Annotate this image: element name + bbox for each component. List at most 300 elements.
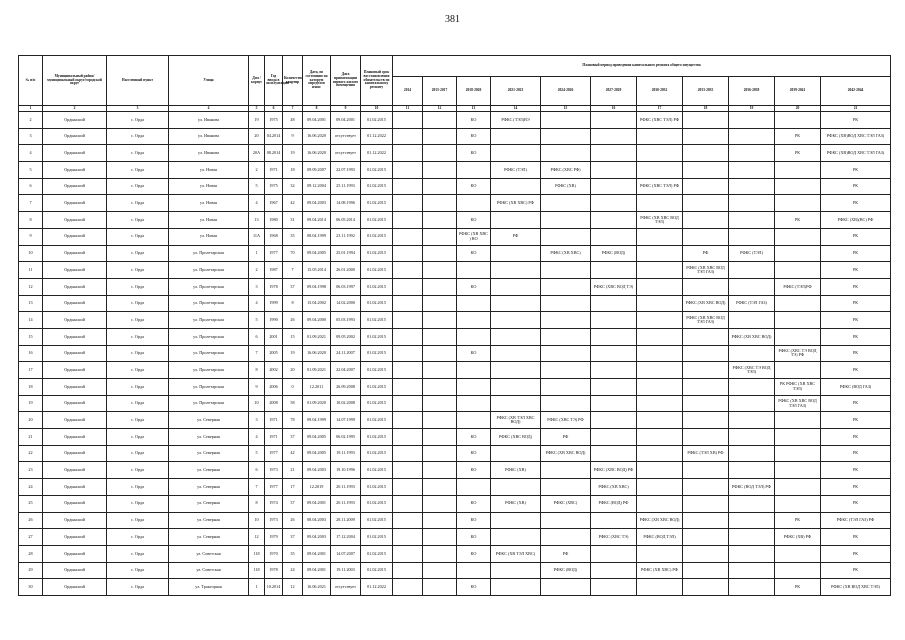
table-cell [491, 362, 541, 379]
table-cell [423, 228, 457, 245]
header-district: Муниципальный район/ муниципальный округ/городской округ [43, 56, 107, 106]
table-cell [775, 228, 821, 245]
table-cell: 01.02.2015 [361, 562, 393, 579]
table-cell: РК [775, 212, 821, 229]
table-cell: 01.02.2015 [361, 362, 393, 379]
table-cell [457, 312, 491, 329]
table-cell: РФКС (ХВС ТЭ) [591, 529, 637, 546]
table-cell: с. Орда [107, 362, 169, 379]
table-cell: ул. Тракторная [169, 579, 249, 596]
table-cell [775, 562, 821, 579]
table-cell: 1977 [265, 245, 283, 262]
table-cell [729, 445, 775, 462]
table-cell [491, 328, 541, 345]
table-cell: с. Орда [107, 529, 169, 546]
table-cell: ул. Иванова [169, 112, 249, 129]
table-cell: 118 [249, 562, 265, 579]
table-cell [393, 162, 423, 179]
table-cell [591, 312, 637, 329]
table-cell: 30 [19, 579, 43, 596]
table-cell [591, 362, 637, 379]
header-period: 2015-2017 [423, 77, 457, 106]
table-cell: 01.02.2015 [361, 195, 393, 212]
table-cell: РФКС (ХВС ВОД) [491, 429, 541, 446]
table-cell: 16.06.2020 [303, 128, 331, 145]
table-cell: РФКС (ВОД) РФ [591, 495, 637, 512]
table-cell: 19 [283, 345, 303, 362]
table-cell: 09.04.2001 [303, 112, 331, 129]
table-cell: 25.01.1994 [331, 245, 361, 262]
table-cell: 24 [283, 562, 303, 579]
table-cell: с. Орда [107, 195, 169, 212]
table-cell: РК [821, 479, 891, 496]
table-cell [393, 545, 423, 562]
table-cell: 09.04.2001 [331, 112, 361, 129]
table-cell: 01.02.2015 [361, 479, 393, 496]
table-cell: РК [821, 112, 891, 129]
table-cell [683, 412, 729, 429]
table-row [19, 278, 891, 295]
table-cell: 37 [283, 529, 303, 546]
table-cell: 26.01.2000 [331, 262, 361, 279]
table-cell: 2008 [265, 395, 283, 412]
table-cell: 01.02.2015 [361, 395, 393, 412]
table-cell: 26 [283, 312, 303, 329]
table-cell [541, 579, 591, 596]
table-cell: РК [821, 195, 891, 212]
table-cell [775, 162, 821, 179]
table-cell [541, 512, 591, 529]
table-cell [729, 529, 775, 546]
table-cell [591, 545, 637, 562]
table-cell: КО [457, 445, 491, 462]
table-cell [423, 195, 457, 212]
table-cell [393, 178, 423, 195]
table-cell: РФКС (ХВ ХВС ВОД) [683, 295, 729, 312]
table-cell: 29 [19, 562, 43, 579]
table-cell: с. Орда [107, 295, 169, 312]
table-cell: 12.2019 [303, 479, 331, 496]
table-cell: 09.04.2001 [303, 562, 331, 579]
table-cell [591, 512, 637, 529]
table-row [19, 412, 891, 429]
table-cell: 12 [19, 278, 43, 295]
table-cell: 21 [283, 462, 303, 479]
table-cell [591, 412, 637, 429]
table-cell: КО [457, 128, 491, 145]
table-cell [393, 512, 423, 529]
table-cell [591, 562, 637, 579]
table-cell [423, 395, 457, 412]
table-cell: КО [457, 212, 491, 229]
table-cell: 13 [249, 212, 265, 229]
table-cell: РФКС (ХВС РФ) [541, 162, 591, 179]
table-cell: 21 [19, 429, 43, 446]
table-cell: 09.05.2002 [331, 328, 361, 345]
table-cell: 3 [249, 412, 265, 429]
table-cell [591, 445, 637, 462]
table-cell: 01.02.2015 [361, 112, 393, 129]
table-cell [541, 362, 591, 379]
table-cell: 01.09.2021 [303, 362, 331, 379]
table-cell [491, 579, 541, 596]
table-cell: 09.09.2007 [303, 162, 331, 179]
table-row [19, 328, 891, 345]
table-cell: РФКС (ХВ)ВОД ХВС ТЭЛ ГАЗ) [821, 145, 891, 162]
table-cell: 1975 [265, 178, 283, 195]
table-cell: 7 [249, 345, 265, 362]
table-cell: 01.12.2022 [361, 145, 393, 162]
table-cell: РК [821, 562, 891, 579]
table-cell [423, 295, 457, 312]
table-cell [637, 362, 683, 379]
table-cell [775, 412, 821, 429]
table-cell: отсутствует [331, 145, 361, 162]
table-cell: 1990 [265, 312, 283, 329]
table-cell: ул. Новая [169, 178, 249, 195]
table-cell: 11 [19, 262, 43, 279]
table-cell [423, 162, 457, 179]
table-cell: РК [775, 128, 821, 145]
table-cell [637, 462, 683, 479]
table-cell: с. Орда [107, 228, 169, 245]
table-cell [541, 479, 591, 496]
header-period: 2036-2038 [729, 77, 775, 106]
table-cell: 1 [249, 579, 265, 596]
table-cell [775, 295, 821, 312]
table-cell [491, 245, 541, 262]
table-cell: 01.02.2015 [361, 545, 393, 562]
table-cell: ул. Пролетарская [169, 362, 249, 379]
table-cell: с. Орда [107, 479, 169, 496]
table-cell [457, 295, 491, 312]
column-number: 15 [541, 106, 591, 112]
table-cell: 3 [19, 128, 43, 145]
table-cell [591, 345, 637, 362]
table-cell: 8 [19, 212, 43, 229]
table-cell: 28 [19, 545, 43, 562]
table-row [19, 362, 891, 379]
table-cell [775, 462, 821, 479]
table-cell: РК РФКС (ХВ ХВС ТЭЛ) [775, 379, 821, 396]
table-row [19, 562, 891, 579]
table-cell: Ордынский [43, 145, 107, 162]
table-cell [729, 278, 775, 295]
table-cell [637, 295, 683, 312]
table-cell: РФКС (ВОД ТЭЛ) РФ [729, 479, 775, 496]
header-period: 2024-2026 [541, 77, 591, 106]
table-cell: КО [457, 145, 491, 162]
table-cell [541, 529, 591, 546]
column-number: 2 [43, 106, 107, 112]
table-cell [423, 529, 457, 546]
header-period: 2030-2032 [637, 77, 683, 106]
table-cell: с. Орда [107, 562, 169, 579]
table-cell: 9 [249, 379, 265, 396]
table-cell: РФКС (ХВ) [491, 462, 541, 479]
table-cell [637, 245, 683, 262]
table-row [19, 462, 891, 479]
table-cell: КО [457, 178, 491, 195]
table-cell: 15 [283, 328, 303, 345]
table-cell [683, 228, 729, 245]
table-cell [775, 362, 821, 379]
table-cell: 09.04.1999 [303, 412, 331, 429]
table-cell: с. Орда [107, 395, 169, 412]
table-cell [637, 429, 683, 446]
table-cell: РФКС (ХВ ХВС ВОД) [729, 328, 775, 345]
table-cell [393, 379, 423, 396]
table-cell: 25 [19, 495, 43, 512]
table-cell: РФКС (ТЭЛ ХВ) РФ [683, 445, 729, 462]
table-cell: 10.02.2008 [331, 395, 361, 412]
table-cell: 09.12.2004 [303, 178, 331, 195]
table-cell [591, 162, 637, 179]
table-cell: 20.11.1993 [331, 479, 361, 496]
table-cell: 7 [19, 195, 43, 212]
table-cell: 1978 [265, 562, 283, 579]
table-cell [591, 112, 637, 129]
table-cell [591, 262, 637, 279]
table-cell: 01.02.2015 [361, 162, 393, 179]
table-cell: 24 [19, 479, 43, 496]
header-period: 2033-2035 [683, 77, 729, 106]
table-cell: 14.02.2000 [331, 295, 361, 312]
table-cell [637, 395, 683, 412]
table-cell: 15 [19, 328, 43, 345]
table-cell: 4 [19, 145, 43, 162]
table-cell: 7 [283, 262, 303, 279]
table-cell: 26.09.2008 [331, 379, 361, 396]
table-row [19, 195, 891, 212]
table-cell: РК [821, 345, 891, 362]
header-settlement: Населенный пункт [107, 56, 169, 106]
table-cell [457, 262, 491, 279]
table-cell: КО [457, 512, 491, 529]
table-cell: РФКС (ХВС ТЭЛ) РФ [637, 178, 683, 195]
table-cell: РФКС (ХВ ХВС) РФ [491, 195, 541, 212]
table-cell [393, 145, 423, 162]
table-cell: с. Орда [107, 579, 169, 596]
table-cell [541, 278, 591, 295]
table-cell [591, 128, 637, 145]
table-cell [683, 178, 729, 195]
table-cell [591, 328, 637, 345]
table-cell: РК [821, 328, 891, 345]
table-cell: 09.04.2000 [303, 312, 331, 329]
table-cell: 22.04.2007 [331, 362, 361, 379]
table-cell: РК [821, 295, 891, 312]
table-cell: 16 [19, 345, 43, 362]
table-cell [591, 579, 637, 596]
table-cell: ул. Пролетарская [169, 395, 249, 412]
table-cell: Ордынский [43, 345, 107, 362]
table-cell: РФКС (ХВС ВОД) РФ [591, 462, 637, 479]
table-cell: 1999 [265, 295, 283, 312]
table-cell [729, 228, 775, 245]
table-cell: Ордынский [43, 295, 107, 312]
table-cell: Ордынский [43, 362, 107, 379]
table-row [19, 212, 891, 229]
table-cell: 14.08.1996 [331, 195, 361, 212]
table-cell [591, 395, 637, 412]
table-cell [457, 195, 491, 212]
table-cell: РК [821, 262, 891, 279]
table-cell: Ордынский [43, 328, 107, 345]
table-cell: с. Орда [107, 145, 169, 162]
table-cell [393, 262, 423, 279]
table-cell [491, 479, 541, 496]
table-cell: РК [821, 245, 891, 262]
table-cell: 2001 [265, 328, 283, 345]
table-cell: 42 [283, 195, 303, 212]
table-cell: РК [775, 579, 821, 596]
table-cell: РФКС (ВОД ГАЗ) [821, 379, 891, 396]
table-cell: 01.02.2015 [361, 178, 393, 195]
table-cell [423, 562, 457, 579]
table-cell: КО [457, 112, 491, 129]
table-cell [541, 328, 591, 345]
table-cell: Ордынский [43, 278, 107, 295]
table-cell: РФКС (ХВ ВОД ХВС ТЭЛ) [821, 579, 891, 596]
table-cell [683, 345, 729, 362]
table-cell [393, 495, 423, 512]
table-cell: 1987 [265, 262, 283, 279]
table-cell [775, 312, 821, 329]
table-cell [423, 328, 457, 345]
table-cell [541, 312, 591, 329]
table-cell [591, 295, 637, 312]
table-cell [591, 195, 637, 212]
table-cell: 22 [19, 445, 43, 462]
table-cell: 9 [19, 228, 43, 245]
table-cell: 14.07.1999 [331, 412, 361, 429]
table-cell [423, 579, 457, 596]
table-row [19, 262, 891, 279]
table-cell [591, 228, 637, 245]
table-cell: ул. Северная [169, 429, 249, 446]
table-cell: 01.02.2015 [361, 345, 393, 362]
table-cell [423, 262, 457, 279]
table-cell: 1977 [265, 479, 283, 496]
table-cell [775, 479, 821, 496]
table-cell: РФКС (ХВС ТЭ ВОД ТЭ) РФ [775, 345, 821, 362]
table-cell: 2 [19, 112, 43, 129]
table-cell: 1971 [265, 162, 283, 179]
table-cell [541, 395, 591, 412]
table-cell: ул. Советская [169, 562, 249, 579]
table-cell: 17 [19, 362, 43, 379]
table-cell: 31 [283, 212, 303, 229]
table-row [19, 395, 891, 412]
table-row [19, 162, 891, 179]
table-cell [491, 312, 541, 329]
table-cell: 19 [283, 145, 303, 162]
table-cell: ул. Новая [169, 212, 249, 229]
table-cell: с. Орда [107, 128, 169, 145]
table-cell [683, 379, 729, 396]
table-cell: ул. Северная [169, 529, 249, 546]
header-period: 2014 [393, 77, 423, 106]
table-row [19, 495, 891, 512]
table-cell: Ордынский [43, 312, 107, 329]
table-cell: с. Орда [107, 262, 169, 279]
table-cell: Ордынский [43, 579, 107, 596]
table-cell [423, 495, 457, 512]
table-cell [729, 212, 775, 229]
table-cell [637, 345, 683, 362]
table-cell: РФКС (ХВ ХВС ВОД ТЭЛ ГАЗ) [775, 395, 821, 412]
table-cell [491, 395, 541, 412]
table-cell: с. Орда [107, 462, 169, 479]
table-cell: ул. Пролетарская [169, 278, 249, 295]
table-cell [393, 128, 423, 145]
table-cell: РФКС (ХВ) [491, 495, 541, 512]
table-cell: 1975 [265, 112, 283, 129]
header-flats: Количество квартир [283, 56, 303, 106]
table-cell [491, 512, 541, 529]
table-cell [423, 545, 457, 562]
table-cell: Ордынский [43, 262, 107, 279]
table-cell: Ордынский [43, 112, 107, 129]
table-cell: КО [457, 278, 491, 295]
table-cell [729, 345, 775, 362]
table-cell [775, 245, 821, 262]
table-cell [683, 278, 729, 295]
column-number: 20 [775, 106, 821, 112]
column-number: 5 [249, 106, 265, 112]
table-cell: 13 [19, 295, 43, 312]
table-row [19, 479, 891, 496]
table-cell: РФ [541, 429, 591, 446]
table-cell: КО [457, 429, 491, 446]
table-cell: ул. Пролетарская [169, 262, 249, 279]
table-cell: 01.02.2015 [361, 262, 393, 279]
table-cell [729, 462, 775, 479]
table-cell [423, 445, 457, 462]
table-cell [457, 562, 491, 579]
table-cell: 19 [249, 112, 265, 129]
table-cell [457, 479, 491, 496]
table-cell: 12 [249, 529, 265, 546]
table-cell: Ордынский [43, 479, 107, 496]
table-cell: 9 [283, 128, 303, 145]
table-cell [423, 178, 457, 195]
table-cell [393, 245, 423, 262]
table-cell [775, 262, 821, 279]
table-cell [637, 195, 683, 212]
table-cell [683, 395, 729, 412]
table-cell [541, 228, 591, 245]
table-cell [393, 295, 423, 312]
table-cell [393, 462, 423, 479]
table-row [19, 178, 891, 195]
table-cell: 1979 [265, 529, 283, 546]
table-cell [637, 228, 683, 245]
table-cell: Ордынский [43, 445, 107, 462]
table-cell: 8 [249, 495, 265, 512]
table-cell: 5 [249, 312, 265, 329]
table-cell: 09.04.2005 [303, 429, 331, 446]
column-number: 10 [361, 106, 393, 112]
table-cell [683, 145, 729, 162]
table-cell [729, 128, 775, 145]
table-cell: 01.02.2015 [361, 512, 393, 529]
table-cell: 5 [19, 162, 43, 179]
table-cell: РФКС (ТЭЛ ГАЗ) РФ [821, 512, 891, 529]
table-cell [393, 312, 423, 329]
column-number: 1 [19, 106, 43, 112]
